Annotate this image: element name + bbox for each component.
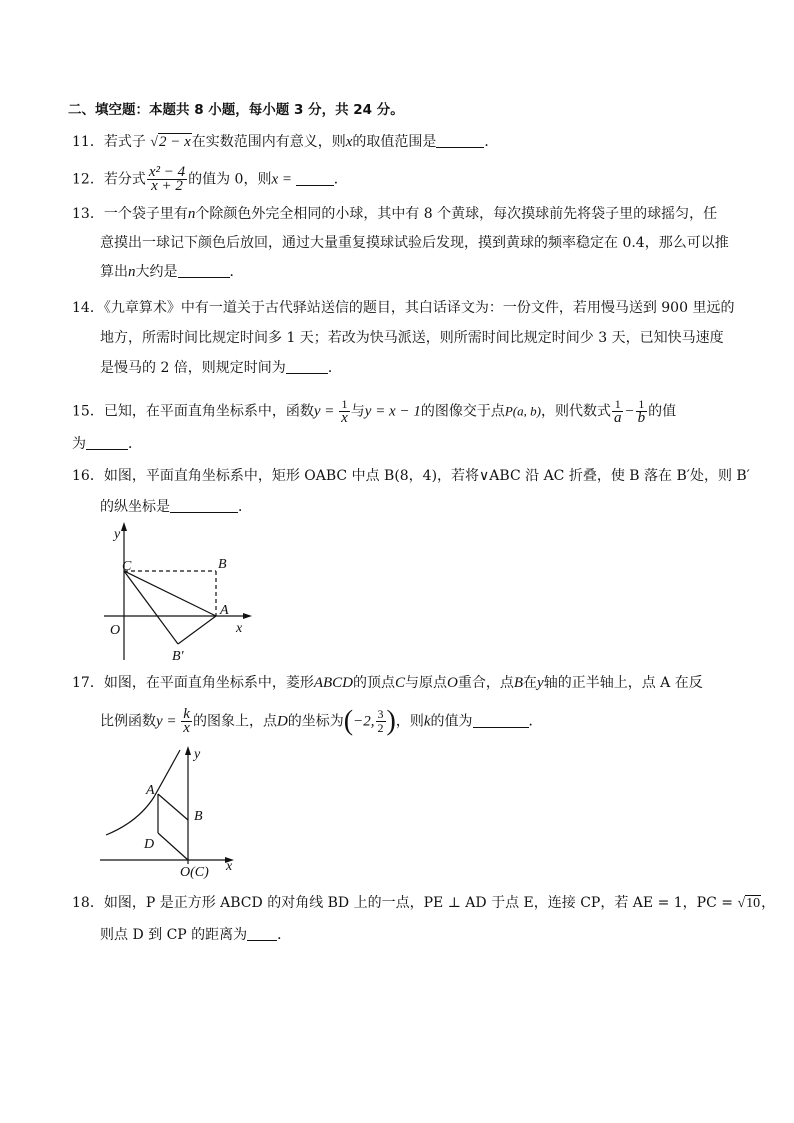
q17-right-paren: ) xyxy=(386,705,396,737)
q12-var: x xyxy=(271,171,279,188)
question-18-line-1 xyxy=(72,893,775,914)
q16-diagonal-ca xyxy=(124,571,216,616)
q13-text-c: 算出 xyxy=(100,264,128,280)
q15-y1: y = xyxy=(313,403,339,420)
q18-text-1-end: ， xyxy=(761,895,776,911)
q12-answer-blank[interactable] xyxy=(296,171,334,186)
q15-g1-den: a xyxy=(613,410,622,426)
q17-text-f: 轴的正半轴上，点 A 在反 xyxy=(543,675,703,691)
q17-label-b: B xyxy=(194,809,203,824)
q17-text-g: 比例函数 xyxy=(100,713,156,730)
q12-frac-num: x² − 4 xyxy=(148,164,186,180)
q13-answer-blank[interactable] xyxy=(178,263,230,278)
q16-end: ． xyxy=(238,499,252,515)
q13-var-n2: n xyxy=(128,264,136,280)
q11-text-a: 若式子 xyxy=(103,134,146,150)
q17-label-a: A xyxy=(146,783,155,798)
q18-answer-blank[interactable] xyxy=(247,926,277,941)
q11-end: ． xyxy=(484,134,499,150)
q12-end: ． xyxy=(333,171,348,188)
q12-frac-den: x + 2 xyxy=(151,178,183,194)
question-14-line-1 xyxy=(72,298,734,318)
q16-text-2: 的纵坐标是 xyxy=(100,499,170,515)
question-18-line-2 xyxy=(100,925,291,945)
q17-figure xyxy=(96,742,246,882)
q16-label-a: A xyxy=(220,603,229,618)
q15-text-e: 的值 xyxy=(648,403,677,420)
q17-side-dc xyxy=(158,833,188,860)
question-11 xyxy=(72,132,498,153)
q17-coord-den: 2 xyxy=(377,721,384,735)
q17-label-y: y xyxy=(194,747,201,762)
q13-number: 13． xyxy=(72,206,104,222)
q17-abcd: ABCD xyxy=(313,675,353,691)
q16-label-x: x xyxy=(236,621,243,636)
q15-text-c: 的图像交于点 xyxy=(420,403,505,420)
q11-sqrt: √2 − x xyxy=(150,134,191,150)
q17-hyperbola-curve xyxy=(106,750,180,835)
q13-text-b: 个除颜色外完全相同的小球，其中有 8 个黄球，每次摸球前先将袋子里的球摇匀，任 xyxy=(195,206,718,222)
question-17-line-2 xyxy=(100,705,543,737)
q17-coord-fraction xyxy=(376,708,386,735)
q13-end: ． xyxy=(229,264,244,280)
q18-sqrt-inner: 10 xyxy=(746,896,761,911)
q17-answer-blank[interactable] xyxy=(473,713,529,728)
q13-var-n: n xyxy=(187,206,196,222)
q17-text-b: 的顶点 xyxy=(353,675,395,691)
q16-label-b: B xyxy=(218,557,227,572)
section-title: 二、填空题：本题共 8 小题，每小题 3 分，共 24 分。 xyxy=(68,102,404,118)
q11-number: 11． xyxy=(72,134,104,150)
q17-text-e: 在 xyxy=(523,675,538,691)
q15-fraction-2 xyxy=(612,398,624,425)
q16-figure xyxy=(96,518,266,668)
q14-answer-blank[interactable] xyxy=(286,359,328,374)
q17-y-eq: y = xyxy=(156,713,181,730)
q17-side-ab xyxy=(158,794,188,820)
q15-point-p: P(a, b) xyxy=(504,403,541,419)
question-13-line-2: 意摸出一球记下颜色后放回，通过大量重复摸球试验后发现，摸到黄球的频率稳定在 0.4，那么可以推 xyxy=(100,235,729,251)
q15-fraction-1 xyxy=(339,398,350,425)
q17-coord-num: 3 xyxy=(377,707,384,721)
q15-g1-num: 1 xyxy=(612,398,624,412)
q12-number: 12． xyxy=(72,171,104,188)
q15-text-b: 与 xyxy=(350,403,365,420)
q14-text-1: 《九章算术》中有一道关于古代驿站送信的题目，其白话译文为：一份文件，若用慢马送到 900 里远的 xyxy=(103,300,735,316)
q15-minus: − xyxy=(624,403,635,420)
q18-text-2: 则点 D 到 CP 的距离为 xyxy=(100,927,248,943)
q16-label-y: y xyxy=(114,527,121,542)
q17-label-oc: O(C) xyxy=(180,865,209,880)
q15-g2-den: b xyxy=(637,410,646,426)
q16-answer-blank[interactable] xyxy=(170,498,238,513)
q17-text-a: 如图，在平面直角坐标系中，菱形 xyxy=(103,675,314,691)
q17-label-d: D xyxy=(144,837,155,852)
q12-eq: = xyxy=(278,171,296,188)
q17-number: 17． xyxy=(72,675,104,691)
q17-label-x: x xyxy=(226,859,233,874)
q12-text-a: 若分式 xyxy=(103,171,146,188)
q14-number: 14． xyxy=(72,300,104,316)
question-13-line-1 xyxy=(72,204,717,224)
q15-text-d: ，则代数式 xyxy=(540,403,611,420)
q18-text-1: 如图，P 是正方形 ABCD 的对角线 BD 上的一点，PE ⊥ AD 于点 E，连接 CP，若 AE = 1，PC = xyxy=(103,895,738,911)
q16-cb-prime xyxy=(124,571,178,644)
q15-f1-num: 1 xyxy=(339,398,350,412)
q17-text-k: 的值为 xyxy=(430,713,473,730)
q13-text-d: 大约是 xyxy=(135,264,178,280)
question-16-line-1 xyxy=(72,466,750,486)
question-12 xyxy=(72,166,348,193)
q17-y: y xyxy=(537,675,544,691)
q17-text-d: 重合，点 xyxy=(457,675,514,691)
q15-answer-blank[interactable] xyxy=(86,435,128,450)
q17-end: ． xyxy=(528,713,543,730)
q16-number: 16． xyxy=(72,468,104,484)
q11-text-b: 在实数范围内有意义，则 xyxy=(191,134,346,150)
q15-f1-den: x xyxy=(341,410,348,426)
q17-fraction xyxy=(181,708,192,735)
q15-end: ． xyxy=(128,436,142,452)
q15-g2-num: 1 xyxy=(636,398,648,412)
q18-number: 18． xyxy=(72,895,104,911)
q11-answer-blank[interactable] xyxy=(436,133,484,148)
q16-b-prime-a xyxy=(178,616,216,644)
q17-text-c: 与原点 xyxy=(405,675,448,691)
q17-o: O xyxy=(447,675,458,691)
q11-sqrt-inner: 2 − x xyxy=(158,134,191,150)
q15-text-a: 已知，在平面直角坐标系中，函数 xyxy=(103,403,314,420)
q17-left-paren: ( xyxy=(343,705,354,737)
q15-y2: y = x − 1 xyxy=(364,403,421,420)
q11-var: x xyxy=(345,134,353,150)
q17-frac-den: x xyxy=(183,720,190,736)
q17-y-arrow-icon xyxy=(185,746,191,755)
q18-end: ． xyxy=(277,927,292,943)
q18-sqrt: √10 xyxy=(737,896,761,911)
q11-text-c: 的取值范围是 xyxy=(352,134,437,150)
q12-text-b: 的值为 0，则 xyxy=(188,171,272,188)
q16-label-b-prime: B′ xyxy=(172,649,184,664)
q17-coord-a: −2, xyxy=(353,713,375,730)
question-13-line-3 xyxy=(100,262,244,282)
q14-text-3: 是慢马的 2 倍，则规定时间为 xyxy=(100,360,286,376)
q17-k: k xyxy=(423,713,431,730)
q16-label-o: O xyxy=(110,623,121,638)
q17-text-i: 的坐标为 xyxy=(287,713,344,730)
q17-b: B xyxy=(513,675,524,691)
question-14-line-3 xyxy=(100,358,342,378)
q13-text-a: 一个袋子里有 xyxy=(103,206,188,222)
q12-fraction xyxy=(147,166,187,193)
q15-number: 15． xyxy=(72,403,104,420)
q15-fraction-3 xyxy=(636,398,648,425)
question-15-line-1 xyxy=(72,398,676,425)
question-16-line-2 xyxy=(100,497,252,517)
q16-x-arrow-icon xyxy=(243,613,252,619)
q14-end: ． xyxy=(327,360,342,376)
q17-frac-num: k xyxy=(183,706,190,722)
q17-text-h: 的图象上，点 xyxy=(192,713,277,730)
q17-text-j: ，则 xyxy=(395,713,424,730)
q15-text-f: 为 xyxy=(72,436,86,452)
q16-label-c: C xyxy=(122,559,132,574)
question-14-line-2: 地方，所需时间比规定时间多 1 天；若改为快马派送，则所需时间比规定时间少 3 天，已知快马速度 xyxy=(100,330,724,346)
question-17-line-1 xyxy=(72,673,703,693)
question-15-line-2 xyxy=(72,434,142,454)
q17-c: C xyxy=(395,675,406,691)
q17-d: D xyxy=(276,713,288,730)
q16-y-arrow-icon xyxy=(121,522,127,531)
q16-text-1: 如图，平面直角坐标系中，矩形 OABC 中点 B(8，4)，若将∨ABC 沿 AC 折叠，使 B 落在 B′处，则 B′ xyxy=(103,468,750,484)
